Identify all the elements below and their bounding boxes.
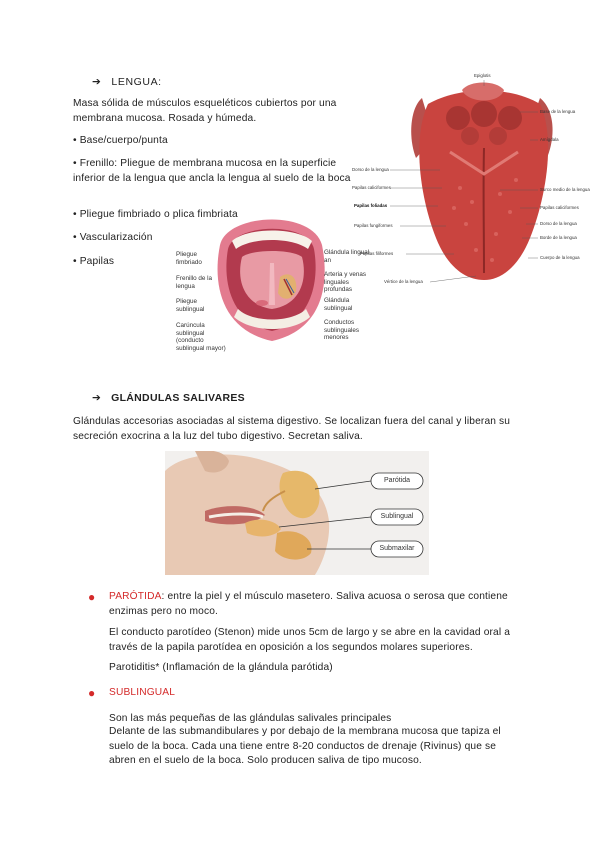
arrow-right-icon: ➔ <box>92 76 102 88</box>
tongue-label-left-5: Vértice de la lengua <box>384 279 423 284</box>
mouth-label-right-2: Glándula sublingual <box>324 297 353 312</box>
mouth-label-left-1: Frenillo de la lengua <box>176 275 213 290</box>
lengua-intro: Masa sólida de músculos esqueléticos cubiertos por una membrana mucosa. Rosada y húmeda. <box>73 98 337 124</box>
tongue-label-right-4: Dorso de la lengua <box>540 221 577 226</box>
gland-label-submaxilar: Submaxilar <box>379 545 415 552</box>
parotida-conducto: El conducto parotídeo (Stenon) mide unos 5cm de largo y se abre en la cavidad oral a través de la papila parotídea en oposición a los segundos molares superiores. <box>109 627 511 653</box>
section-heading-glandulas <box>92 392 245 404</box>
bullet-dot-icon: ● <box>88 686 96 700</box>
glandulas-intro: Glándulas accesorias asociadas al sistema digestivo. Se localizan fuera del canal y liberan su secreción exocrina a la luz del tubo digestivo. Secretan saliva. <box>73 416 511 442</box>
mouth-label-right-3: Conductos sublinguales menores <box>324 319 360 342</box>
bullet-papilas: • Papilas <box>73 256 115 267</box>
parotida-paragraph <box>109 590 529 619</box>
tongue-label-left-3: Papilas fungiformes <box>354 223 393 228</box>
sublingual-line2: Delante de las submandibulares y por debajo de la membrana mucosa que tapiza el suelo de la boca. Cada una tiene entre 8-20 conductos de drenaje (Rivinus) que se abren en el suelo de la boca. Solo producen saliva de tipo mucoso. <box>109 726 501 766</box>
mouth-label-left-2: Pliegue sublingual <box>176 298 205 313</box>
bullet-dot-icon: ● <box>88 590 96 604</box>
tongue-label-right-5: Borde de la lengua <box>540 235 577 240</box>
bullet-base: • Base/cuerpo/punta <box>73 135 168 146</box>
gland-label-sublingual: Sublingual <box>380 513 414 520</box>
sublingual-line1: Son las más pequeñas de las glándulas salivales principales <box>109 713 392 724</box>
tongue-label-left-1: Papilas caliciformes <box>352 185 391 190</box>
salivary-glands-figure <box>165 451 429 575</box>
tongue-label-right-1: Amígdala <box>540 137 559 142</box>
tongue-label-left-4: Papilas filiformes <box>360 251 394 256</box>
section-heading-lengua <box>92 76 162 88</box>
tongue-figure <box>350 73 590 293</box>
mouth-figure <box>172 205 372 355</box>
tongue-label-right-2: Surco medio de la lengua <box>540 187 590 192</box>
bullet-vascularizacion: • Vascularización <box>73 232 153 243</box>
tongue-label-left-2: Papilas foliadas <box>354 203 388 208</box>
tongue-label-left-0: Dorso de la lengua <box>352 167 389 172</box>
parotida-desc: : entre la piel y el músculo masetero. Saliva acuosa o serosa que contiene enzimas pero no moco. <box>109 591 508 617</box>
bullet-pliegue: • Pliegue fimbriado o plica fimbriata <box>73 209 238 220</box>
tongue-label-right-0: Base de la lengua <box>540 109 576 114</box>
parotida-parotiditis: Parotiditis* (Inflamación de la glándula parótida) <box>109 662 333 673</box>
parotida-title: PARÓTIDA <box>109 591 162 602</box>
sublingual-title: SUBLINGUAL <box>109 687 176 698</box>
heading-text: GLÁNDULAS SALIVARES <box>111 392 245 404</box>
tongue-label-right-6: Cuerpo de la lengua <box>540 255 580 260</box>
tongue-label-top: Epiglotis <box>474 73 491 78</box>
mouth-label-right-1: Arteria y venas linguales profundas <box>324 271 366 294</box>
heading-text: LENGUA: <box>111 76 162 88</box>
mouth-label-left-3: Carúncula sublingual (conducto sublingual mayor) <box>176 322 226 352</box>
mouth-label-right-0: Glándula lingual an <box>324 249 370 264</box>
arrow-right-icon: ➔ <box>92 392 102 404</box>
bullet-frenillo: • Frenillo: Pliegue de membrana mucosa en la superficie inferior de la lengua que ancla la lengua al suelo de la boca <box>73 158 351 184</box>
gland-label-parotida: Parótida <box>383 477 411 484</box>
tongue-label-right-3: Papilas caliciformes <box>540 205 579 210</box>
mouth-label-left-0: Pliegue fimbriado <box>176 251 202 266</box>
